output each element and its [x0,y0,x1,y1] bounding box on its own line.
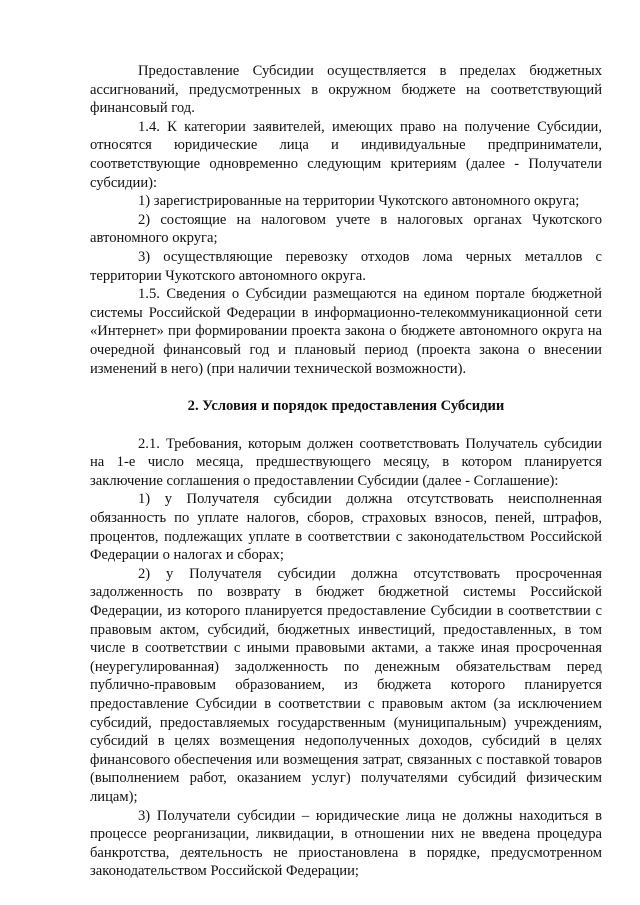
requirement-1-no-tax-debt: 1) у Получателя субсидии должна отсутствовать неисполненная обязанность по уплате налогов, сборов, страховых взносов, пеней, штрафов, процентов, подлежащих уплате в соответствии с законодательством Российской Федерации о налогах и сборах; [90,491,602,564]
requirement-2-no-overdue-debt: 2) у Получателя субсидии должна отсутствовать просроченная задолженность по возврату в бюджет бюджетной системы Российской Федерации, из которого планируется предоставление Субсидии в соответствии с правовым актом, субсидий, бюджетных инвестиций, предоставленных, в том числе в соответствии с иными правовыми актами, а также иная просроченная (неурегулированная) задолженность по денежным обязательствам перед публично-правовым образованием, из бюджета которого планируется предоставление Субсидии в соответствии с правовым актом (за исключением субсидий, предоставляемых государственным (муниципальным) учреждениям, субсидий в целях возмещения недополученных доходов, субсидий в целях финансового обеспечения или возмещения затрат, связанных с поставкой товаров (выполнением работ, оказанием услуг) получателями субсидий физическим лицам); [90,565,602,805]
section-2-heading: 2. Условия и порядок предоставления Субсидии [187,398,505,415]
criterion-3-scrap-transport: 3) осуществляющие перевозку отходов лома черных металлов с территории Чукотского автономного округа. [90,248,602,284]
paragraph-1-4-applicant-categories: 1.4. К категории заявителей, имеющих право на получение Субсидии, относятся юридические лица и индивидуальные предприниматели, соответствующие одновременно следующим критериям (далее - Получатели субсидии): [90,118,602,191]
requirement-3-no-reorganization: 3) Получатели субсидии – юридические лица не должны находиться в процессе реорганизации, ликвидации, в отношении них не введена процедура банкротства, деятельность не приостановлена в порядке, предусмотренном законодательством Российской Федерации; [90,807,602,880]
criterion-2-tax-registration: 2) состоящие на налоговом учете в налоговых органах Чукотского автономного округа; [90,211,602,247]
paragraph-2-1-requirements: 2.1. Требования, которым должен соответствовать Получатель субсидии на 1-е число месяца, предшествующего месяцу, в котором планируется заключение соглашения о предоставлении Субсидии (далее - Соглашение): [90,435,602,489]
paragraph-budget-limits: Предоставление Субсидии осуществляется в пределах бюджетных ассигнований, предусмотренных в окружном бюджете на соответствующий финансовый год. [90,63,602,117]
criterion-1-registered: 1) зарегистрированные на территории Чукотского автономного округа; [138,193,580,210]
paragraph-1-5-portal-info: 1.5. Сведения о Субсидии размещаются на едином портале бюджетной системы Российской Федерации в информационно-телекоммуникационной сети «Интернет» при формировании проекта закона о бюджете автономного округа на очередной финансовый год и плановый период (проекта закона о внесении изменений в него) (при наличии технической возможности). [90,286,602,377]
